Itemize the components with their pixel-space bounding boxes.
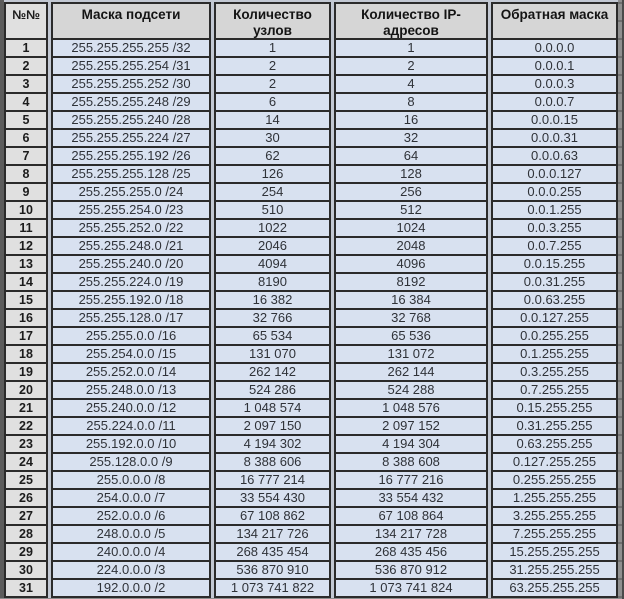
ip-count-cell: 4 194 304 [334, 436, 488, 454]
wildcard-mask-cell: 0.0.31.255 [491, 274, 618, 292]
header-row-number: №№ [4, 2, 48, 40]
ip-count-cell: 4 [334, 76, 488, 94]
hosts-count-cell: 2 [214, 58, 331, 76]
subnet-mask-cell: 255.255.255.224 /27 [51, 130, 211, 148]
wildcard-mask-cell: 0.0.0.7 [491, 94, 618, 112]
wildcard-mask-cell: 0.0.0.15 [491, 112, 618, 130]
row-number-cell: 4 [4, 94, 48, 112]
hosts-count-cell: 254 [214, 184, 331, 202]
hosts-count-cell: 30 [214, 130, 331, 148]
wildcard-mask-cell: 0.127.255.255 [491, 454, 618, 472]
ip-count-cell: 1 [334, 40, 488, 58]
wildcard-mask-cell: 63.255.255.255 [491, 580, 618, 598]
header-wildcard-mask: Обратная маска [491, 2, 618, 40]
ip-count-cell: 16 [334, 112, 488, 130]
hosts-count-cell: 1022 [214, 220, 331, 238]
ip-count-cell: 256 [334, 184, 488, 202]
hosts-count-cell: 4 194 302 [214, 436, 331, 454]
subnet-mask-cell: 255.255.240.0 /20 [51, 256, 211, 274]
row-number-cell: 27 [4, 508, 48, 526]
wildcard-mask-cell: 0.255.255.255 [491, 472, 618, 490]
subnet-mask-cell: 255.255.128.0 /17 [51, 310, 211, 328]
subnet-mask-table [4, 2, 618, 598]
subnet-mask-cell: 255.255.192.0 /18 [51, 292, 211, 310]
row-number-cell: 5 [4, 112, 48, 130]
row-number-cell: 20 [4, 382, 48, 400]
ip-count-cell: 1024 [334, 220, 488, 238]
ip-count-cell: 16 777 216 [334, 472, 488, 490]
wildcard-mask-cell: 0.3.255.255 [491, 364, 618, 382]
wildcard-mask-cell: 0.0.0.31 [491, 130, 618, 148]
row-number-cell: 24 [4, 454, 48, 472]
ip-count-cell: 131 072 [334, 346, 488, 364]
ip-count-cell: 1 073 741 824 [334, 580, 488, 598]
subnet-mask-cell: 224.0.0.0 /3 [51, 562, 211, 580]
hosts-count-cell: 62 [214, 148, 331, 166]
ip-count-cell: 128 [334, 166, 488, 184]
wildcard-mask-cell: 0.0.1.255 [491, 202, 618, 220]
wildcard-mask-cell: 15.255.255.255 [491, 544, 618, 562]
hosts-count-cell: 268 435 454 [214, 544, 331, 562]
hosts-count-cell: 65 534 [214, 328, 331, 346]
ip-count-cell: 536 870 912 [334, 562, 488, 580]
subnet-mask-cell: 255.255.255.192 /26 [51, 148, 211, 166]
wildcard-mask-cell: 0.63.255.255 [491, 436, 618, 454]
ip-count-cell: 512 [334, 202, 488, 220]
subnet-mask-cell: 255.252.0.0 /14 [51, 364, 211, 382]
hosts-count-cell: 1 073 741 822 [214, 580, 331, 598]
row-number-cell: 18 [4, 346, 48, 364]
header-hosts-count: Количество узлов [214, 2, 331, 40]
row-number-cell: 6 [4, 130, 48, 148]
hosts-count-cell: 2046 [214, 238, 331, 256]
wildcard-mask-cell: 0.1.255.255 [491, 346, 618, 364]
wildcard-mask-cell: 0.7.255.255 [491, 382, 618, 400]
wildcard-mask-cell: 0.0.255.255 [491, 328, 618, 346]
subnet-mask-cell: 255.255.0.0 /16 [51, 328, 211, 346]
ip-count-cell: 65 536 [334, 328, 488, 346]
wildcard-mask-cell: 0.0.0.63 [491, 148, 618, 166]
row-number-cell: 28 [4, 526, 48, 544]
hosts-count-cell: 6 [214, 94, 331, 112]
row-number-cell: 2 [4, 58, 48, 76]
ip-count-cell: 4096 [334, 256, 488, 274]
row-number-cell: 17 [4, 328, 48, 346]
ip-count-cell: 64 [334, 148, 488, 166]
subnet-mask-cell: 255.224.0.0 /11 [51, 418, 211, 436]
hosts-count-cell: 131 070 [214, 346, 331, 364]
hosts-count-cell: 2 097 150 [214, 418, 331, 436]
ip-count-cell: 1 048 576 [334, 400, 488, 418]
subnet-mask-cell: 255.192.0.0 /10 [51, 436, 211, 454]
subnet-mask-cell: 255.255.254.0 /23 [51, 202, 211, 220]
wildcard-mask-cell: 0.15.255.255 [491, 400, 618, 418]
hosts-count-cell: 67 108 862 [214, 508, 331, 526]
wildcard-mask-cell: 0.0.127.255 [491, 310, 618, 328]
subnet-mask-cell: 255.255.255.252 /30 [51, 76, 211, 94]
subnet-mask-cell: 254.0.0.0 /7 [51, 490, 211, 508]
row-number-cell: 19 [4, 364, 48, 382]
wildcard-mask-cell: 0.0.0.3 [491, 76, 618, 94]
ip-count-cell: 134 217 728 [334, 526, 488, 544]
subnet-mask-cell: 255.255.255.248 /29 [51, 94, 211, 112]
row-number-cell: 29 [4, 544, 48, 562]
row-number-cell: 12 [4, 238, 48, 256]
ip-count-cell: 32 768 [334, 310, 488, 328]
ip-count-cell: 33 554 432 [334, 490, 488, 508]
subnet-mask-cell: 255.0.0.0 /8 [51, 472, 211, 490]
ip-count-cell: 8192 [334, 274, 488, 292]
wildcard-mask-cell: 0.0.0.1 [491, 58, 618, 76]
header-subnet-mask: Маска подсети [51, 2, 211, 40]
subnet-mask-cell: 255.255.255.240 /28 [51, 112, 211, 130]
wildcard-mask-cell: 0.0.0.127 [491, 166, 618, 184]
row-number-cell: 8 [4, 166, 48, 184]
subnet-mask-cell: 255.255.255.0 /24 [51, 184, 211, 202]
hosts-count-cell: 1 048 574 [214, 400, 331, 418]
subnet-mask-cell: 248.0.0.0 /5 [51, 526, 211, 544]
wildcard-mask-cell: 0.0.15.255 [491, 256, 618, 274]
subnet-mask-cell: 255.128.0.0 /9 [51, 454, 211, 472]
hosts-count-cell: 2 [214, 76, 331, 94]
subnet-mask-cell: 255.255.255.254 /31 [51, 58, 211, 76]
ip-count-cell: 8 [334, 94, 488, 112]
hosts-count-cell: 16 777 214 [214, 472, 331, 490]
row-number-cell: 1 [4, 40, 48, 58]
subnet-mask-cell: 255.255.248.0 /21 [51, 238, 211, 256]
hosts-count-cell: 262 142 [214, 364, 331, 382]
row-number-cell: 13 [4, 256, 48, 274]
row-number-cell: 7 [4, 148, 48, 166]
wildcard-mask-cell: 0.0.63.255 [491, 292, 618, 310]
hosts-count-cell: 33 554 430 [214, 490, 331, 508]
ip-count-cell: 8 388 608 [334, 454, 488, 472]
row-number-cell: 3 [4, 76, 48, 94]
ip-count-cell: 268 435 456 [334, 544, 488, 562]
wildcard-mask-cell: 3.255.255.255 [491, 508, 618, 526]
hosts-count-cell: 510 [214, 202, 331, 220]
subnet-mask-cell: 255.255.224.0 /19 [51, 274, 211, 292]
row-number-cell: 14 [4, 274, 48, 292]
hosts-count-cell: 14 [214, 112, 331, 130]
wildcard-mask-cell: 0.0.0.0 [491, 40, 618, 58]
hosts-count-cell: 1 [214, 40, 331, 58]
subnet-mask-cell: 255.240.0.0 /12 [51, 400, 211, 418]
row-number-cell: 11 [4, 220, 48, 238]
hosts-count-cell: 134 217 726 [214, 526, 331, 544]
row-number-cell: 31 [4, 580, 48, 598]
subnet-mask-cell: 192.0.0.0 /2 [51, 580, 211, 598]
ip-count-cell: 2048 [334, 238, 488, 256]
ip-count-cell: 32 [334, 130, 488, 148]
row-number-cell: 16 [4, 310, 48, 328]
cropped-right-edge [618, 0, 624, 599]
wildcard-mask-cell: 0.0.7.255 [491, 238, 618, 256]
hosts-count-cell: 4094 [214, 256, 331, 274]
row-number-cell: 23 [4, 436, 48, 454]
subnet-mask-cell: 255.255.255.255 /32 [51, 40, 211, 58]
hosts-count-cell: 524 286 [214, 382, 331, 400]
hosts-count-cell: 8190 [214, 274, 331, 292]
wildcard-mask-cell: 0.0.3.255 [491, 220, 618, 238]
hosts-count-cell: 16 382 [214, 292, 331, 310]
row-number-cell: 22 [4, 418, 48, 436]
row-number-cell: 15 [4, 292, 48, 310]
subnet-mask-cell: 255.255.252.0 /22 [51, 220, 211, 238]
hosts-count-cell: 8 388 606 [214, 454, 331, 472]
hosts-count-cell: 536 870 910 [214, 562, 331, 580]
row-number-cell: 9 [4, 184, 48, 202]
row-number-cell: 10 [4, 202, 48, 220]
subnet-mask-cell: 255.255.255.128 /25 [51, 166, 211, 184]
wildcard-mask-cell: 7.255.255.255 [491, 526, 618, 544]
subnet-mask-cell: 255.254.0.0 /15 [51, 346, 211, 364]
wildcard-mask-cell: 1.255.255.255 [491, 490, 618, 508]
wildcard-mask-cell: 0.31.255.255 [491, 418, 618, 436]
ip-count-cell: 2 [334, 58, 488, 76]
subnet-mask-cell: 240.0.0.0 /4 [51, 544, 211, 562]
subnet-mask-cell: 252.0.0.0 /6 [51, 508, 211, 526]
ip-count-cell: 2 097 152 [334, 418, 488, 436]
hosts-count-cell: 32 766 [214, 310, 331, 328]
row-number-cell: 25 [4, 472, 48, 490]
wildcard-mask-cell: 0.0.0.255 [491, 184, 618, 202]
ip-count-cell: 524 288 [334, 382, 488, 400]
row-number-cell: 30 [4, 562, 48, 580]
header-ip-count: Количество IP-адресов [334, 2, 488, 40]
hosts-count-cell: 126 [214, 166, 331, 184]
wildcard-mask-cell: 31.255.255.255 [491, 562, 618, 580]
row-number-cell: 26 [4, 490, 48, 508]
ip-count-cell: 67 108 864 [334, 508, 488, 526]
ip-count-cell: 262 144 [334, 364, 488, 382]
row-number-cell: 21 [4, 400, 48, 418]
subnet-mask-cell: 255.248.0.0 /13 [51, 382, 211, 400]
ip-count-cell: 16 384 [334, 292, 488, 310]
